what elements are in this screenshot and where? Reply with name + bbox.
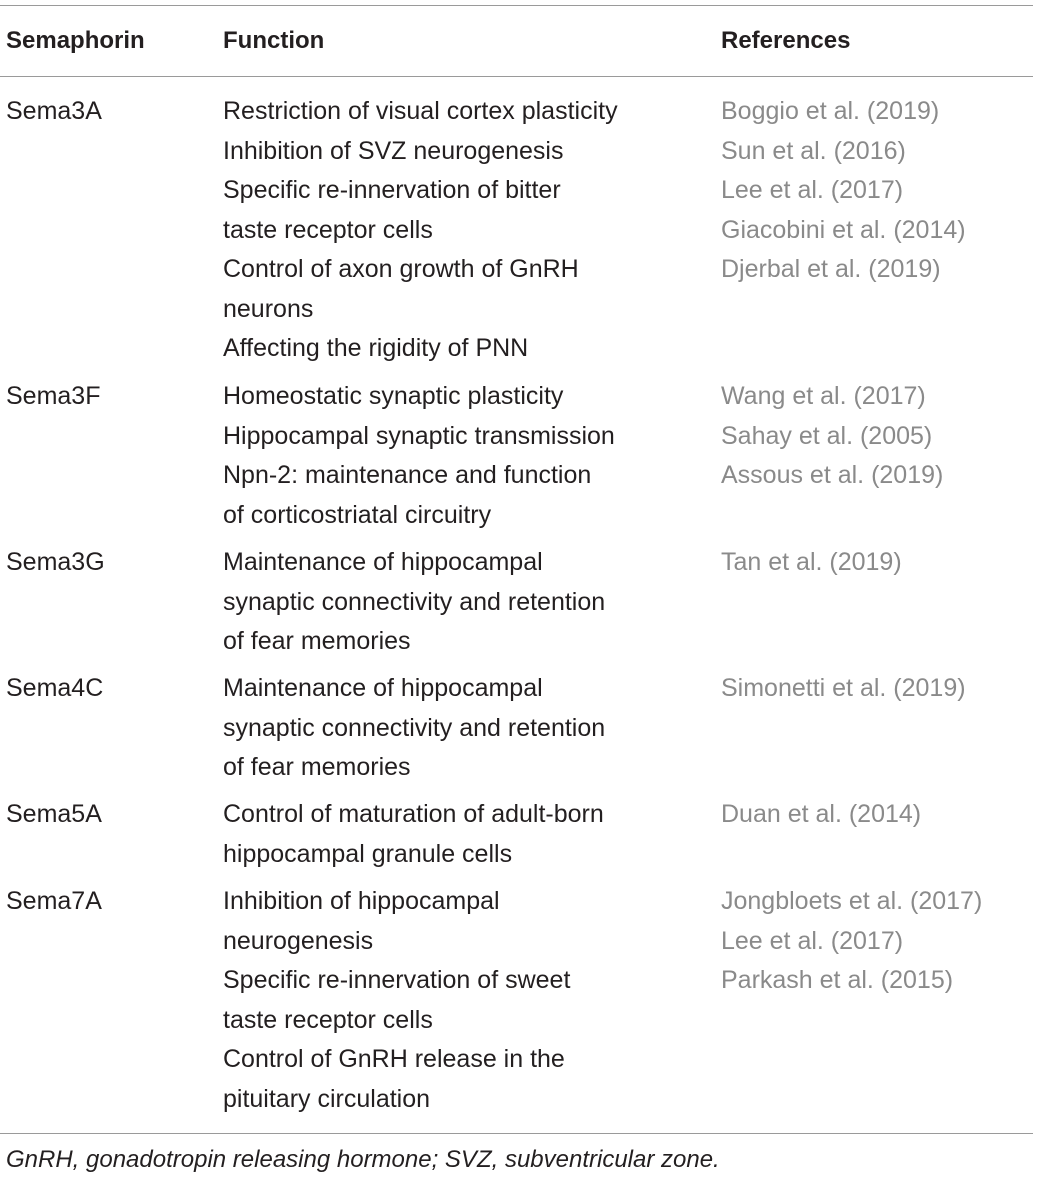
function-line: Npn-2: maintenance and function (223, 461, 592, 489)
function-cell (223, 377, 693, 535)
references-cell (721, 669, 1039, 709)
reference-line: Lee et al. (2017) (721, 926, 904, 955)
table-bottom-rule (0, 1133, 1033, 1134)
semaphorin-cell: Sema3G (6, 548, 105, 576)
function-line: pituitary circulation (223, 1084, 431, 1113)
function-line: of fear memories (223, 753, 411, 781)
function-line: Inhibition of hippocampal (223, 887, 500, 915)
reference-line: Assous et al. (2019) (721, 461, 944, 489)
table-footnote: GnRH, gonadotropin releasing hormone; SVZ, subventricular zone. (6, 1146, 720, 1173)
function-line: taste receptor cells (223, 215, 433, 244)
function-line: Specific re-innervation of bitter (223, 176, 561, 204)
reference-line: Sahay et al. (2005) (721, 421, 933, 450)
reference-line: Wang et al. (2017) (721, 382, 926, 410)
reference-line: Djerbal et al. (2019) (721, 255, 941, 283)
function-line: of fear memories (223, 627, 411, 655)
function-line: Affecting the rigidity of PNN (223, 334, 529, 362)
header-function: Function (223, 27, 325, 54)
references-cell (721, 543, 1039, 583)
function-line: Control of maturation of adult-born (223, 800, 604, 828)
semaphorin-cell: Sema3A (6, 97, 102, 125)
function-line: synaptic connectivity and retention (223, 713, 606, 742)
semaphorin-cell: Sema4C (6, 674, 104, 702)
reference-line: Simonetti et al. (2019) (721, 674, 966, 702)
function-line: Control of GnRH release in the (223, 1045, 565, 1073)
header-references: References (721, 27, 851, 54)
semaphorin-cell: Sema7A (6, 887, 102, 915)
function-line: Hippocampal synaptic transmission (223, 421, 615, 450)
function-cell (223, 795, 693, 874)
function-line: Maintenance of hippocampal (223, 548, 543, 576)
function-line: taste receptor cells (223, 1005, 433, 1034)
references-cell (721, 882, 1039, 1001)
references-cell (721, 795, 1039, 835)
semaphorin-cell: Sema5A (6, 800, 102, 828)
function-cell (223, 669, 693, 788)
reference-line: Jongbloets et al. (2017) (721, 887, 983, 915)
reference-line: Parkash et al. (2015) (721, 966, 954, 994)
function-line: Specific re-innervation of sweet (223, 966, 571, 994)
function-line: of corticostriatal circuitry (223, 500, 492, 529)
function-cell (223, 92, 693, 369)
function-line: hippocampal granule cells (223, 839, 513, 868)
reference-line: Sun et al. (2016) (721, 136, 906, 165)
table-top-rule (0, 5, 1033, 6)
function-line: Inhibition of SVZ neurogenesis (223, 136, 564, 165)
reference-line: Giacobini et al. (2014) (721, 215, 966, 244)
function-cell (223, 882, 693, 1119)
function-line: neurons (223, 294, 314, 323)
function-line: neurogenesis (223, 926, 374, 955)
function-line: Maintenance of hippocampal (223, 674, 543, 702)
reference-line: Lee et al. (2017) (721, 176, 904, 204)
function-line: synaptic connectivity and retention (223, 587, 606, 616)
references-cell (721, 92, 1039, 290)
reference-line: Tan et al. (2019) (721, 548, 902, 576)
reference-line: Duan et al. (2014) (721, 800, 922, 828)
header-semaphorin: Semaphorin (6, 27, 145, 54)
function-line: Control of axon growth of GnRH (223, 255, 579, 283)
reference-line: Boggio et al. (2019) (721, 97, 940, 125)
header-rule (0, 76, 1033, 77)
references-cell (721, 377, 1039, 496)
function-line: Homeostatic synaptic plasticity (223, 382, 564, 410)
semaphorin-cell: Sema3F (6, 382, 101, 410)
function-line: Restriction of visual cortex plasticity (223, 97, 618, 125)
function-cell (223, 543, 693, 662)
